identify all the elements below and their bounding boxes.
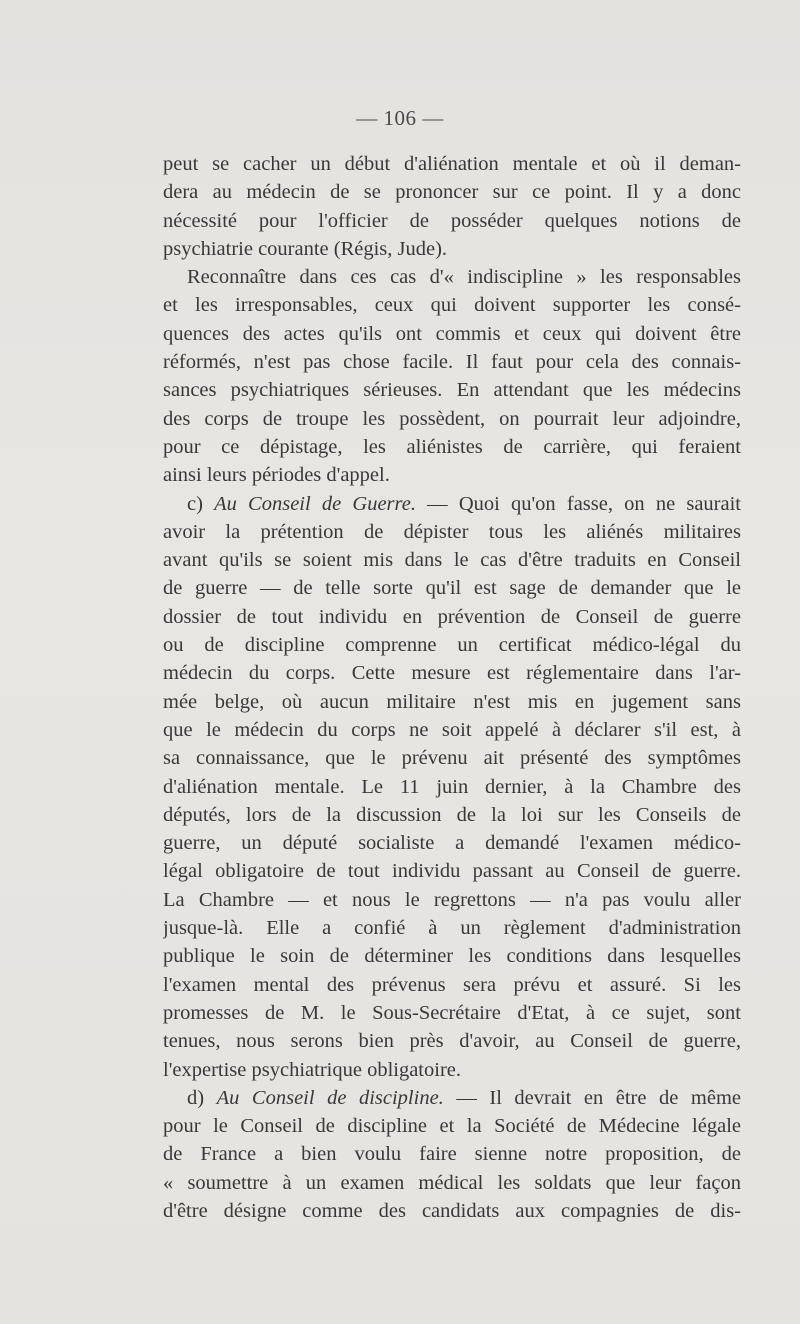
text-line: Reconnaître dans ces cas d'« indiscipline » les responsables xyxy=(187,266,741,289)
text-line: l'expertise psychiatrique obligatoire. xyxy=(163,1058,462,1081)
text-line: jusque-là. Elle a confié à un règlement d'administration xyxy=(163,917,741,940)
text-line: « soumettre à un examen médical les soldats que leur façon xyxy=(163,1171,741,1194)
text-line: peut se cacher un début d'aliénation mentale et où il deman- xyxy=(163,153,741,175)
text-line: et les irresponsables, ceux qui doivent supporter les consé- xyxy=(163,294,741,317)
page-number: — 106 — xyxy=(356,106,444,130)
section-title: Au Conseil de Guerre. xyxy=(214,492,416,515)
text-line: légal obligatoire de tout individu passant au Conseil de guerre. xyxy=(163,860,741,883)
section-text: — Il devrait en être de même xyxy=(443,1086,741,1109)
text-line: réformés, n'est pas chose facile. Il faut pour cela des connais- xyxy=(163,351,741,374)
text-line: La Chambre — et nous le regrettons — n'a pas voulu aller xyxy=(163,888,741,911)
text-line: médecin du corps. Cette mesure est réglementaire dans l'ar- xyxy=(163,662,741,685)
section-heading-line xyxy=(163,1084,741,1112)
text-line: promesses de M. le Sous-Secrétaire d'Etat, à ce sujet, sont xyxy=(163,1001,741,1024)
text-line: l'examen mental des prévenus sera prévu et assuré. Si les xyxy=(163,973,741,996)
text-line: pour ce dépistage, les aliénistes de carrière, qui feraient xyxy=(163,435,741,458)
text-line: dossier de tout individu en prévention de Conseil de guerre xyxy=(163,605,741,628)
text-line: que le médecin du corps ne soit appelé à déclarer s'il est, à xyxy=(163,718,741,741)
text-line: ou de discipline comprenne un certificat médico-légal du xyxy=(163,634,741,657)
text-line: d'aliénation mentale. Le 11 juin dernier, à la Chambre des xyxy=(163,775,741,798)
text-line: nécessité pour l'officier de posséder quelques notions de xyxy=(163,209,741,232)
text-line: avant qu'ils se soient mis dans le cas d'être traduits en Conseil xyxy=(163,549,741,572)
text-line: députés, lors de la discussion de la loi sur les Conseils de xyxy=(163,803,741,826)
section-prefix: c) xyxy=(187,492,215,515)
text-line: des corps de troupe les possèdent, on pourrait leur adjoindre, xyxy=(163,407,741,430)
text-line: mée belge, où aucun militaire n'est mis en jugement sans xyxy=(163,690,741,713)
section-heading-line xyxy=(163,490,741,518)
text-line: ainsi leurs périodes d'appel. xyxy=(163,464,390,487)
text-line: guerre, un député socialiste a demandé l'examen médico- xyxy=(163,832,741,855)
section-prefix: d) xyxy=(187,1086,217,1109)
text-line: psychiatrie courante (Régis, Jude). xyxy=(163,237,448,260)
body-text xyxy=(163,150,741,1225)
text-line: tenues, nous serons bien près d'avoir, au Conseil de guerre, xyxy=(163,1030,741,1053)
text-line: de guerre — de telle sorte qu'il est sage de demander que le xyxy=(163,577,741,600)
text-line: de France a bien voulu faire sienne notre proposition, de xyxy=(163,1143,741,1166)
text-line: avoir la prétention de dépister tous les aliénés militaires xyxy=(163,520,741,543)
section-text: — Quoi qu'on fasse, on ne saurait xyxy=(415,492,741,515)
text-line: sances psychiatriques sérieuses. En attendant que les médecins xyxy=(163,379,741,402)
text-line: sa connaissance, que le prévenu ait présenté des symptômes xyxy=(163,747,741,770)
section-title: Au Conseil de discipline. xyxy=(216,1086,444,1109)
text-line: publique le soin de déterminer les conditions dans lesquelles xyxy=(163,945,741,968)
text-line: pour le Conseil de discipline et la Société de Médecine légale xyxy=(163,1115,741,1138)
text-line: dera au médecin de se prononcer sur ce point. Il y a donc xyxy=(163,181,741,204)
text-line: quences des actes qu'ils ont commis et ceux qui doivent être xyxy=(163,322,741,345)
text-line: d'être désigne comme des candidats aux compagnies de dis- xyxy=(163,1199,741,1222)
